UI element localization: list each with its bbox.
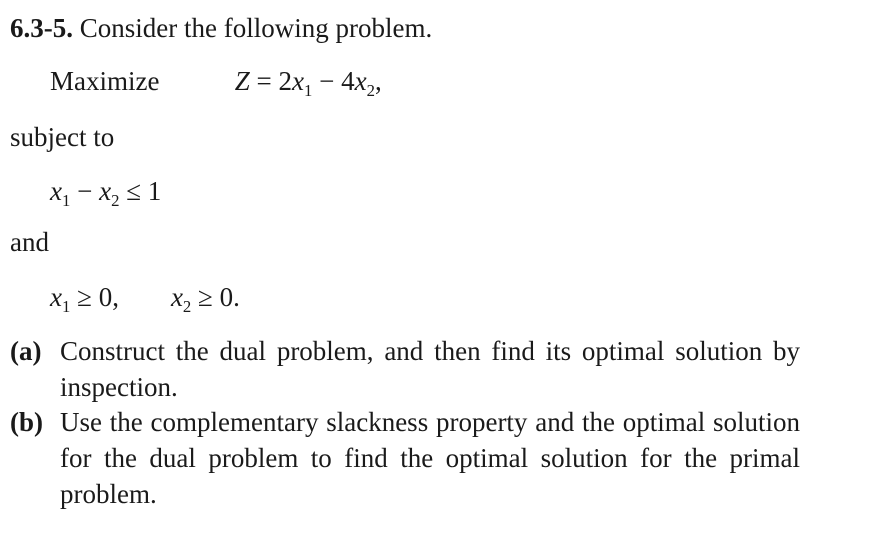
objective-label: Maximize [50, 66, 160, 96]
problem-intro: Consider the following problem. [79, 13, 433, 43]
problem-heading [10, 12, 432, 44]
objective-function [50, 65, 382, 100]
part-a [10, 333, 800, 405]
subject-to-label: subject to [10, 122, 115, 152]
part-a-text: Construct the dual problem, and then find its optimal solution by inspection. [60, 336, 800, 402]
and-label: and [10, 227, 49, 257]
nonnegativity-x2: $x_2 \ge 0$. [170, 282, 240, 316]
part-b-text: Use the complementary slackness property and the optimal solution for the dual problem to find the optimal solution for the primal problem. [60, 407, 800, 509]
constraint: $x_1 - x_2 \le 1$ [50, 176, 162, 210]
objective-expression: $Z = 2x_1 - 4x_2$, [234, 66, 382, 100]
problem-number: 6.3-5. [10, 13, 73, 43]
part-b-tag: (b) [10, 407, 43, 437]
part-b [10, 404, 800, 512]
nonnegativity-constraints [50, 281, 240, 316]
nonnegativity-x1: $x_1 \ge 0$, [50, 282, 119, 316]
part-a-tag: (a) [10, 336, 42, 366]
